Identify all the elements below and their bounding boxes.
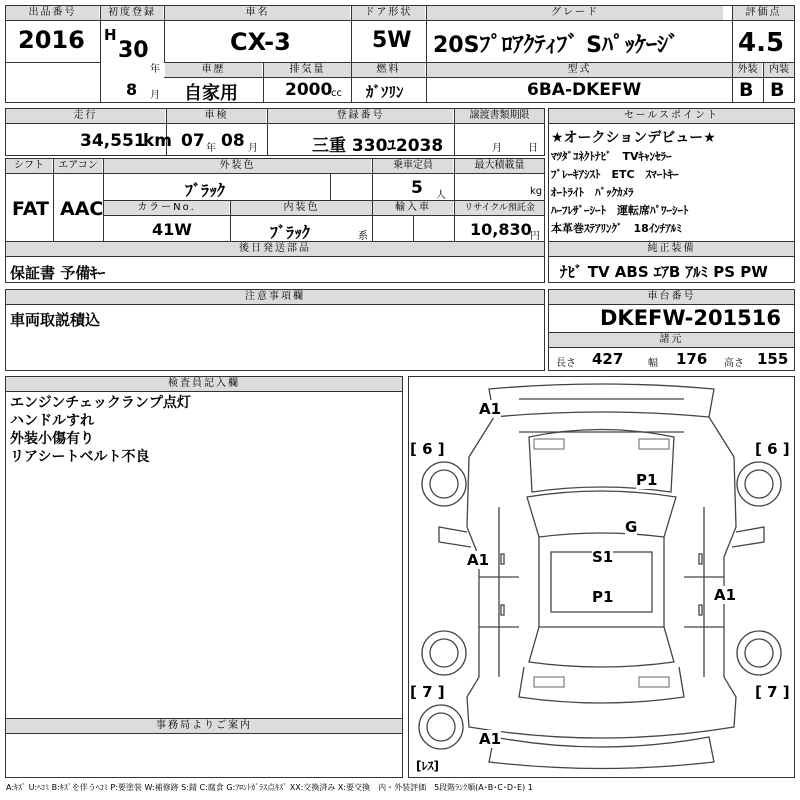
door-type: 5W (372, 28, 412, 53)
height-label: 高さ (724, 358, 744, 369)
car-name: CX-3 (230, 28, 291, 56)
mileage: 34,551 (80, 131, 146, 151)
marker-hood: P1 (636, 471, 658, 489)
capacity: 5 (411, 178, 423, 198)
first-reg-year: 30 (118, 38, 149, 63)
inspector-note-line: エンジンチェックランプ点灯 (10, 395, 191, 411)
sales-point-line: ★オークションデビュー★ (551, 130, 716, 146)
inspection-month-unit: 月 (248, 143, 258, 154)
recycle-label: リサイクル預託金 (455, 201, 544, 215)
ext-color: ﾌﾞﾗｯｸ (185, 181, 226, 200)
marker-left-side: A1 (467, 551, 490, 569)
mileage-unit: km (143, 131, 173, 151)
capacity-label: 乗車定員 (373, 159, 453, 173)
color-no: 41W (152, 220, 192, 239)
width-value: 176 (676, 350, 708, 368)
first-reg-month-unit: 月 (150, 90, 160, 101)
inspection-label: 車検 (167, 109, 266, 123)
interior-label: 内装 (764, 63, 794, 77)
score-label: 評価点 (733, 6, 794, 20)
notes-text: 車両取説積込 (10, 311, 101, 329)
inspector-label: 検査員記入欄 (6, 377, 402, 391)
length-value: 427 (592, 350, 624, 368)
transfer-day-unit: 日 (528, 143, 538, 154)
first-reg-label: 初度登録 (101, 6, 163, 20)
tire-tread-rear-left: [ 7 ] (410, 683, 445, 701)
inspection-year-unit: 年 (206, 143, 216, 154)
later-parts-label: 後日発送部品 (6, 242, 544, 256)
import-label: 輸入車 (373, 201, 453, 215)
marker-rear-panel: P1 (592, 588, 614, 606)
shift-label: シフト (6, 159, 52, 173)
sales-point-line: ｵｰﾄﾗｲﾄ ﾊﾞｯｸｶﾒﾗ (551, 186, 634, 199)
lot-number: 2016 (18, 26, 85, 54)
int-color-label: 内装色 (231, 201, 372, 215)
office-label: 事務局よりご案内 (6, 719, 402, 733)
inspection-month: 08 (221, 131, 245, 151)
displacement-label: 排気量 (264, 63, 351, 77)
color-no-label: カラーNo. (104, 201, 229, 215)
plate-label: 登録番号 (268, 109, 453, 123)
later-parts: 保証書 予備ｷｰ (10, 264, 106, 282)
legend: A:ｷｽﾞ U:ﾍｺﾐ B:ｷｽﾞを伴うﾍｺﾐ P:要塗装 W:補修跡 S:錆 C:腐食 G:ﾌﾛﾝﾄｶﾞﾗｽ点ｷｽﾞ XX:交換済み X:要交換 内・外装評価 5段階ﾗﾝｸ順(A･B･C･D･E) 1 (6, 783, 533, 792)
recycle-unit: 円 (530, 231, 540, 242)
displacement: 2000 (285, 80, 333, 100)
sales-point-line: ﾏﾂﾀﾞｺﾈｸﾄﾅﾋﾞ TVｷｬﾝｾﾗｰ (551, 150, 672, 163)
chassis-number: DKEFW-201516 (600, 306, 782, 330)
int-color: ﾌﾞﾗｯｸ (270, 223, 311, 242)
length-label: 長さ (556, 358, 576, 369)
grade-label: グレード (427, 6, 723, 20)
shift: FAT (12, 198, 49, 220)
ext-color-label: 外装色 (104, 159, 371, 173)
inspection-year: 07 (181, 131, 205, 151)
aircon-label: エアコン (54, 159, 102, 173)
model-label: 型式 (427, 63, 732, 77)
marker-right-side: A1 (714, 586, 737, 604)
spare-tire-mark: [ﾚｽ] (416, 759, 439, 773)
displacement-unit: cc (331, 88, 342, 99)
interior-grade: B (770, 79, 785, 101)
exterior-label: 外装 (733, 63, 762, 77)
tire-tread-front-left: [ 6 ] (410, 440, 445, 458)
standard-equip-label: 純正装備 (549, 242, 794, 256)
height-value: 155 (757, 350, 789, 368)
history-label: 車歴 (165, 63, 262, 77)
max-load-label: 最大積載量 (455, 159, 544, 173)
fuel: ｶﾞｿﾘﾝ (366, 83, 404, 101)
history: 自家用 (184, 83, 238, 104)
standard-equip: ﾅﾋﾞ TV ABS ｴｱB ｱﾙﾐ PS PW (560, 263, 768, 281)
transfer-month-unit: 月 (492, 143, 502, 154)
transfer-label: 譲渡書類期限 (455, 109, 544, 123)
dimensions-label: 諸元 (549, 333, 794, 347)
score: 4.5 (738, 28, 785, 58)
notes-label: 注意事項欄 (6, 290, 544, 304)
grade: 20Sﾌﾟﾛｱｸﾃｨﾌﾞ Sﾊﾟｯｹｰｼﾞ (433, 33, 679, 58)
exterior-grade: B (739, 79, 754, 101)
lot-label: 出品番号 (6, 6, 99, 20)
doors-label: ドア形状 (352, 6, 425, 20)
chassis-label: 車台番号 (549, 290, 794, 304)
capacity-unit: 人 (436, 190, 446, 201)
car-diagram (409, 377, 794, 777)
marker-windshield: G (625, 518, 638, 536)
sales-point-line: 本革巻ｽﾃｱﾘﾝｸﾞ 18ｲﾝﾁｱﾙﾐ (551, 222, 682, 235)
width-label: 幅 (648, 358, 658, 369)
tire-tread-rear-right: [ 7 ] (755, 683, 790, 701)
marker-front-bumper: A1 (479, 400, 502, 418)
inspector-notes (10, 394, 191, 466)
inspector-note-line: ハンドルすれ (10, 413, 94, 429)
tire-tread-front-right: [ 6 ] (755, 440, 790, 458)
inspector-note-line: 外装小傷有り (10, 431, 94, 447)
marker-roof: S1 (592, 548, 614, 566)
marker-rear-bumper: A1 (479, 730, 502, 748)
model-code: 6BA-DKEFW (527, 80, 642, 100)
plate-number: 三重 330ﾕ2038 (312, 136, 444, 156)
max-load-unit: kg (530, 186, 543, 197)
recycle-fee: 10,830 (470, 220, 532, 239)
first-reg-era: H (104, 26, 117, 44)
car-name-label: 車名 (165, 6, 350, 20)
first-reg-year-unit: 年 (150, 64, 160, 75)
sales-point-line: ﾊｰﾌﾚｻﾞｰｼｰﾄ 運転席ﾊﾟﾜｰｼｰﾄ (551, 204, 689, 217)
int-color-unit: 系 (358, 231, 368, 242)
inspector-note-line: リアシートベルト不良 (10, 449, 150, 465)
sales-point-line: ﾌﾞﾚｰｷｱｼｽﾄ ETC ｽﾏｰﾄｷｰ (551, 168, 679, 181)
first-reg-month: 8 (126, 80, 138, 99)
aircon: AAC (60, 198, 104, 220)
mileage-label: 走行 (6, 109, 165, 123)
sales-points-label: セールスポイント (549, 109, 794, 123)
sales-points-list (551, 128, 794, 238)
fuel-label: 燃料 (352, 63, 425, 77)
